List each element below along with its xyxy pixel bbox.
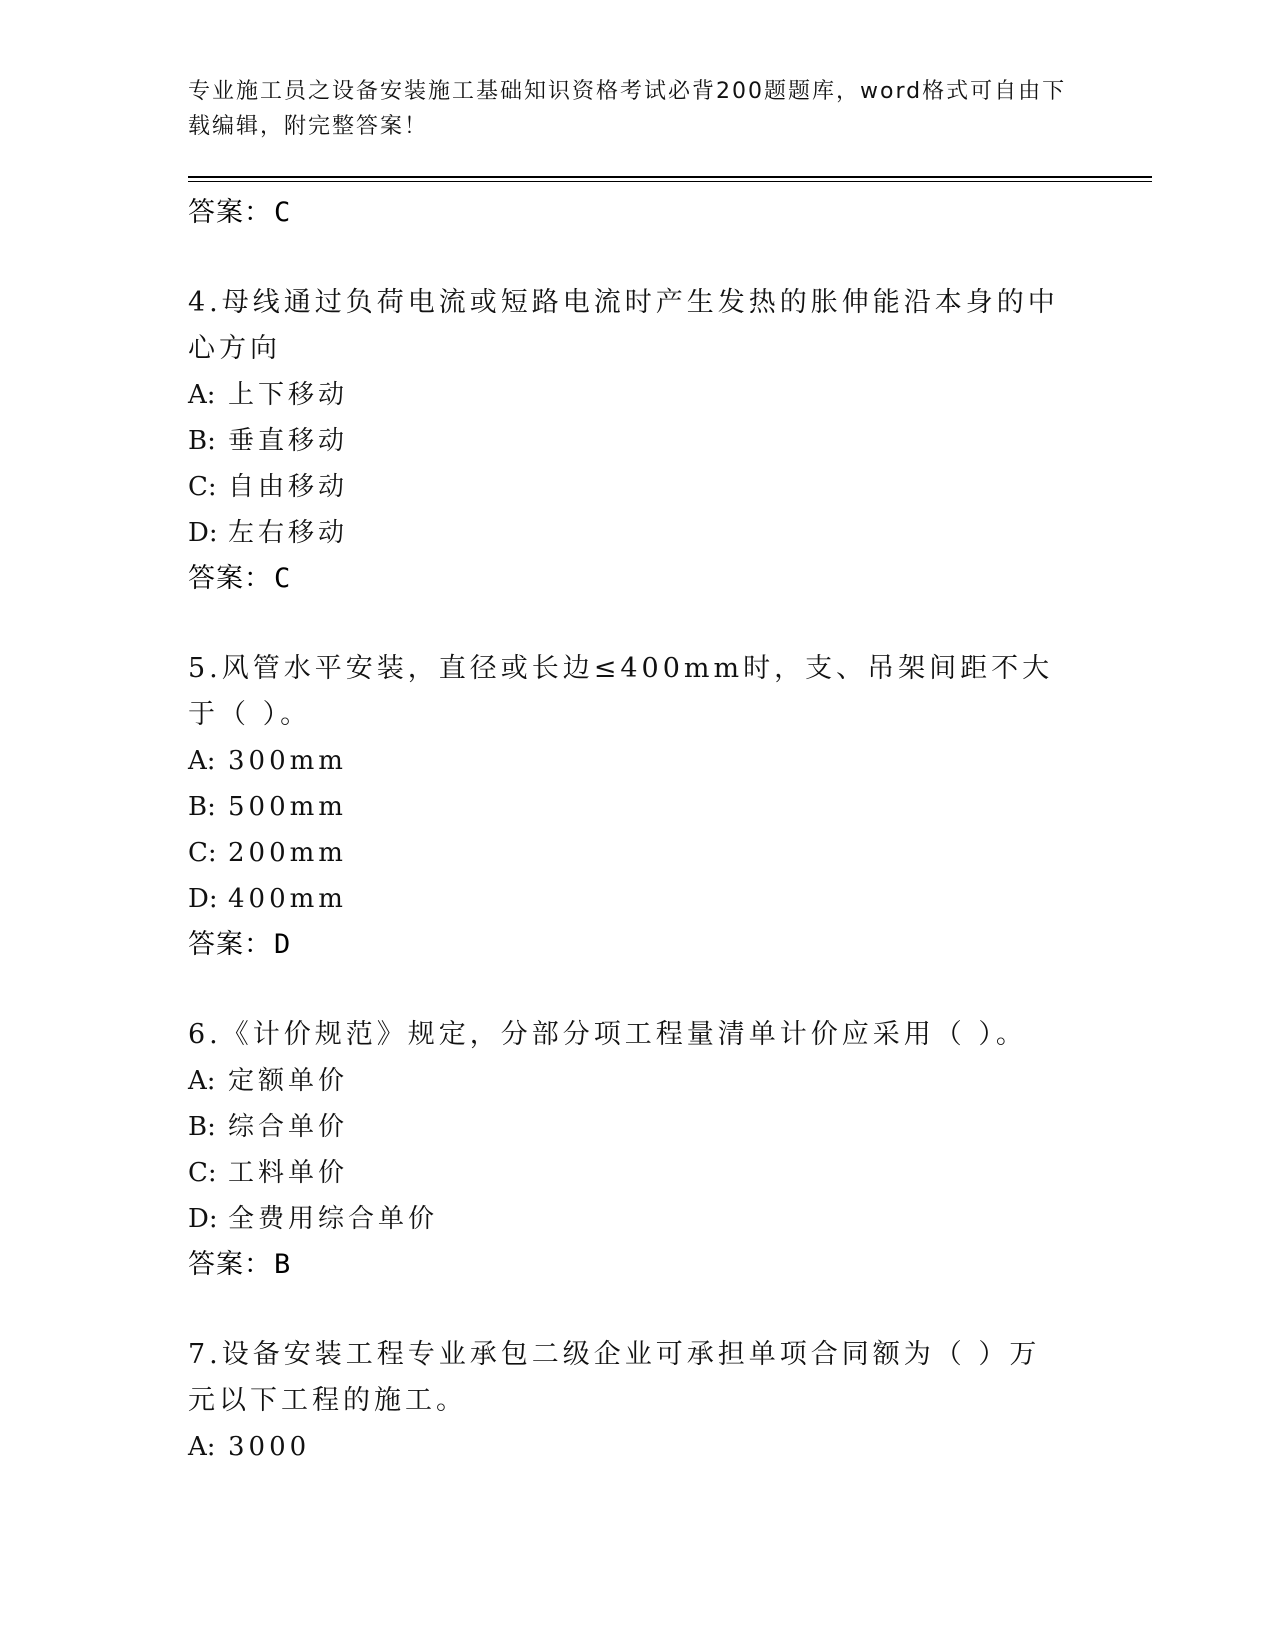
answer-label: 答案： xyxy=(188,563,272,594)
option-d xyxy=(188,1196,1088,1242)
question-text: 7.设备安装工程专业承包二级企业可承担单项合同额为（ ）万元以下工程的施工。 xyxy=(188,1339,1041,1416)
answer-label: 答案： xyxy=(188,929,272,960)
option-key: B: xyxy=(188,426,216,456)
option-a xyxy=(188,372,1088,418)
option-key: C: xyxy=(188,472,217,502)
option-b xyxy=(188,1104,1088,1150)
option-b xyxy=(188,784,1088,830)
option-d xyxy=(188,510,1088,556)
option-a xyxy=(188,738,1088,784)
answer-value: C xyxy=(274,563,292,594)
option-d xyxy=(188,876,1088,922)
option-text: 上下移动 xyxy=(228,380,349,410)
answer-line xyxy=(188,556,1088,602)
question-text: 5.风管水平安装，直径或长边≤400mm时，支、吊架间距不大于（ ）。 xyxy=(188,653,1054,730)
answer-label: 答案： xyxy=(188,197,272,228)
option-text: 自由移动 xyxy=(228,472,349,502)
option-key: A: xyxy=(188,380,216,410)
option-text: 400mm xyxy=(228,884,347,914)
question-6 xyxy=(188,1012,1088,1288)
question-7 xyxy=(188,1332,1088,1470)
option-b xyxy=(188,418,1088,464)
option-c xyxy=(188,830,1088,876)
option-text: 500mm xyxy=(228,792,347,822)
option-key: C: xyxy=(188,1158,217,1188)
answer-label: 答案： xyxy=(188,1249,272,1280)
header-rule-thin xyxy=(188,181,1152,182)
option-key: D: xyxy=(188,1204,218,1234)
answer-value: B xyxy=(274,1249,292,1280)
question-list xyxy=(188,190,1088,1470)
option-text: 工料单价 xyxy=(228,1158,349,1188)
header-rule-thick xyxy=(188,176,1152,178)
option-c xyxy=(188,1150,1088,1196)
answer-value: C xyxy=(274,197,292,228)
question-4 xyxy=(188,280,1088,602)
option-text: 综合单价 xyxy=(228,1112,349,1142)
question-text: 6.《计价规范》规定，分部分项工程量清单计价应采用（ ）。 xyxy=(188,1019,1027,1050)
question-text: 4.母线通过负荷电流或短路电流时产生发热的胀伸能沿本身的中心方向 xyxy=(188,287,1059,364)
option-text: 定额单价 xyxy=(228,1066,349,1096)
question-5 xyxy=(188,646,1088,968)
answer-value: D xyxy=(274,929,292,960)
option-key: D: xyxy=(188,518,218,548)
option-a xyxy=(188,1058,1088,1104)
option-key: C: xyxy=(188,838,217,868)
option-text: 300mm xyxy=(228,746,347,776)
option-c xyxy=(188,464,1088,510)
option-key: B: xyxy=(188,1112,216,1142)
option-key: A: xyxy=(188,1432,216,1462)
option-key: A: xyxy=(188,1066,216,1096)
answer-line xyxy=(188,1242,1088,1288)
option-text: 垂直移动 xyxy=(228,426,349,456)
option-key: A: xyxy=(188,746,216,776)
option-text: 全费用综合单价 xyxy=(228,1204,439,1234)
answer-line xyxy=(188,190,1088,236)
option-text: 左右移动 xyxy=(228,518,349,548)
answer-line xyxy=(188,922,1088,968)
document-header: 专业施工员之设备安装施工基础知识资格考试必背200题题库，word格式可自由下载编辑，附完整答案！ xyxy=(188,79,1067,139)
option-text: 3000 xyxy=(228,1432,311,1462)
option-text: 200mm xyxy=(228,838,347,868)
option-key: B: xyxy=(188,792,216,822)
option-a xyxy=(188,1424,1088,1470)
option-key: D: xyxy=(188,884,218,914)
